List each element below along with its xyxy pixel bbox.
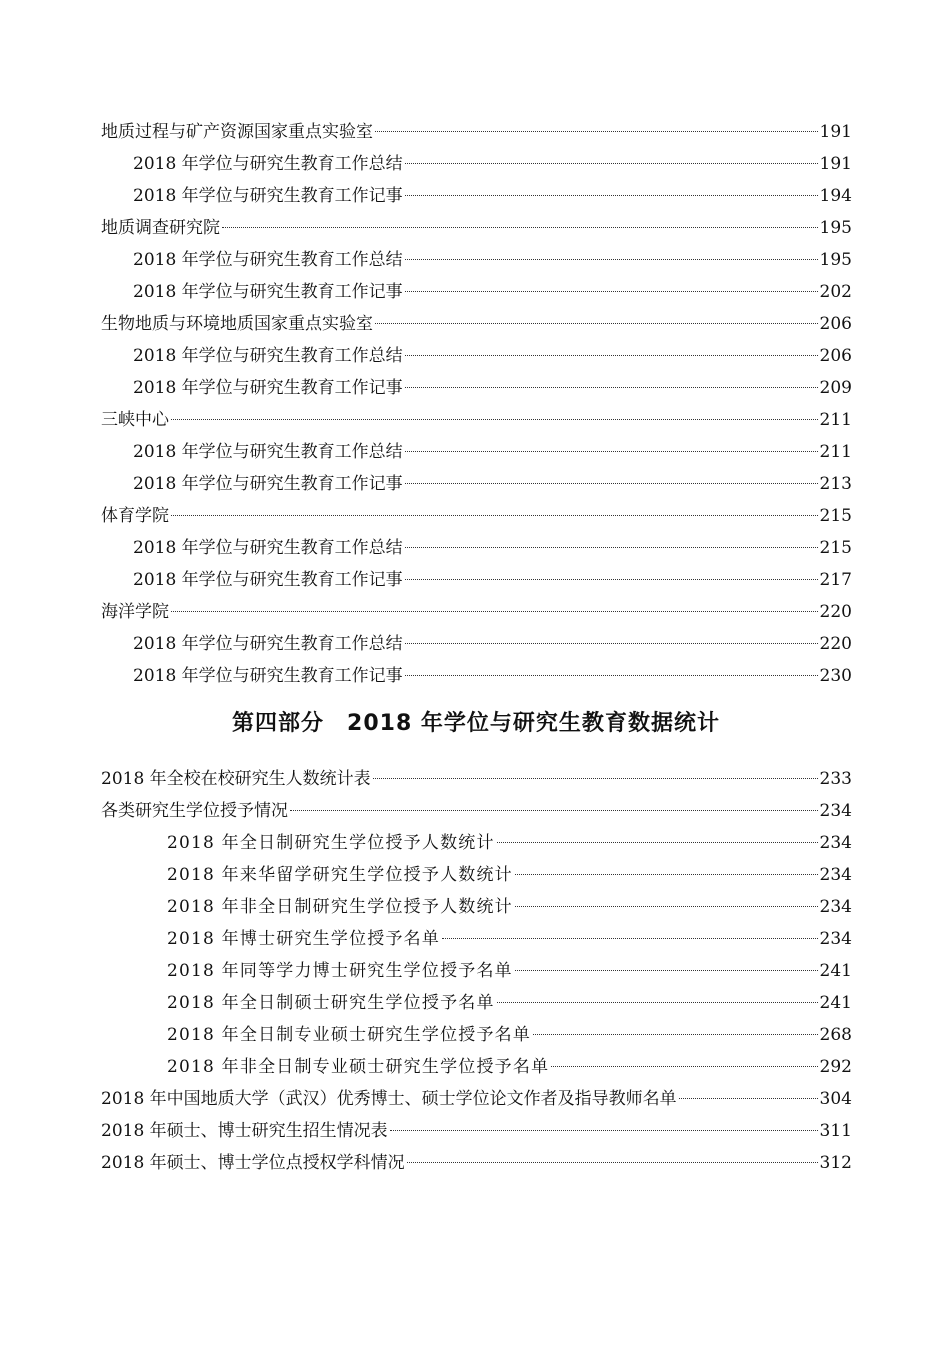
toc-entry-title: 2018 年学位与研究生教育工作记事 — [133, 186, 403, 206]
dot-leader — [375, 131, 818, 132]
toc-entry-page-number: 312 — [819, 1153, 852, 1173]
toc-entry-title: 各类研究生学位授予情况 — [101, 801, 288, 821]
toc-entry[interactable] — [101, 308, 852, 340]
toc-entry[interactable] — [101, 340, 852, 372]
toc-entry-page-number: 220 — [819, 634, 852, 654]
toc-entry-page-number: 233 — [819, 769, 852, 789]
toc-entry-page-number: 311 — [819, 1121, 852, 1141]
toc-list-part3 — [101, 116, 852, 692]
toc-entry-title: 2018 年全日制专业硕士研究生学位授予名单 — [167, 1025, 532, 1045]
toc-entry-page-number: 211 — [819, 442, 852, 462]
toc-entry-title: 2018 年学位与研究生教育工作记事 — [133, 474, 403, 494]
toc-entry-page-number: 234 — [819, 833, 852, 853]
toc-entry-page-number: 211 — [819, 410, 852, 430]
toc-entry[interactable] — [101, 1019, 852, 1051]
dot-leader — [497, 1002, 818, 1003]
toc-entry-title: 2018 年非全日制专业硕士研究生学位授予名单 — [167, 1057, 550, 1077]
toc-entry[interactable] — [101, 404, 852, 436]
toc-entry-title: 2018 年同等学力博士研究生学位授予名单 — [167, 961, 513, 981]
toc-list-part4 — [101, 763, 852, 1179]
toc-entry[interactable] — [101, 987, 852, 1019]
toc-entry-page-number: 234 — [819, 897, 852, 917]
dot-leader — [390, 1130, 818, 1131]
toc-entry[interactable] — [101, 244, 852, 276]
toc-entry-page-number: 241 — [819, 993, 852, 1013]
toc-entry-title: 地质过程与矿产资源国家重点实验室 — [101, 122, 373, 142]
toc-entry[interactable] — [101, 763, 852, 795]
toc-entry[interactable] — [101, 827, 852, 859]
toc-entry-page-number: 241 — [819, 961, 852, 981]
dot-leader — [442, 938, 817, 939]
dot-leader — [222, 227, 818, 228]
toc-entry-title: 2018 年非全日制研究生学位授予人数统计 — [167, 897, 513, 917]
dot-leader — [405, 579, 818, 580]
toc-entry-page-number: 206 — [819, 346, 852, 366]
toc-entry-title: 三峡中心 — [101, 410, 169, 430]
toc-entry-title: 2018 年全校在校研究生人数统计表 — [101, 769, 371, 789]
toc-entry[interactable] — [101, 660, 852, 692]
dot-leader — [515, 874, 818, 875]
dot-leader — [171, 419, 818, 420]
toc-entry-page-number: 292 — [819, 1057, 852, 1077]
toc-entry[interactable] — [101, 596, 852, 628]
dot-leader — [515, 970, 818, 971]
toc-entry[interactable] — [101, 859, 852, 891]
toc-entry[interactable] — [101, 795, 852, 827]
toc-entry[interactable] — [101, 500, 852, 532]
toc-entry[interactable] — [101, 436, 852, 468]
toc-entry-title: 体育学院 — [101, 506, 169, 526]
toc-entry-page-number: 304 — [819, 1089, 852, 1109]
dot-leader — [551, 1066, 817, 1067]
toc-entry-page-number: 194 — [819, 186, 852, 206]
toc-entry-page-number: 217 — [819, 570, 852, 590]
toc-entry-page-number: 230 — [819, 666, 852, 686]
toc-entry[interactable] — [101, 532, 852, 564]
dot-leader — [405, 643, 818, 644]
dot-leader — [405, 547, 818, 548]
dot-leader — [405, 259, 818, 260]
toc-entry-page-number: 268 — [819, 1025, 852, 1045]
dot-leader — [405, 291, 818, 292]
toc-entry-title: 2018 年学位与研究生教育工作总结 — [133, 538, 403, 558]
toc-entry-title: 2018 年学位与研究生教育工作记事 — [133, 378, 403, 398]
toc-entry-title: 海洋学院 — [101, 602, 169, 622]
toc-entry-page-number: 202 — [819, 282, 852, 302]
dot-leader — [407, 1162, 818, 1163]
toc-entry-page-number: 234 — [819, 865, 852, 885]
toc-entry-title: 2018 年学位与研究生教育工作总结 — [133, 346, 403, 366]
toc-entry-page-number: 195 — [819, 250, 852, 270]
toc-entry-title: 2018 年学位与研究生教育工作总结 — [133, 154, 403, 174]
toc-entry-title: 2018 年学位与研究生教育工作记事 — [133, 570, 403, 590]
toc-entry[interactable] — [101, 1147, 852, 1179]
dot-leader — [405, 451, 818, 452]
toc-entry[interactable] — [101, 891, 852, 923]
toc-entry-title: 2018 年全日制研究生学位授予人数统计 — [167, 833, 495, 853]
toc-entry-page-number: 215 — [819, 538, 852, 558]
toc-entry[interactable] — [101, 628, 852, 660]
toc-entry-title: 2018 年博士研究生学位授予名单 — [167, 929, 441, 949]
dot-leader — [171, 611, 818, 612]
toc-entry-page-number: 191 — [819, 122, 852, 142]
toc-entry-page-number: 220 — [819, 602, 852, 622]
toc-entry-page-number: 209 — [819, 378, 852, 398]
toc-entry[interactable] — [101, 564, 852, 596]
toc-entry-title: 生物地质与环境地质国家重点实验室 — [101, 314, 373, 334]
dot-leader — [515, 906, 818, 907]
dot-leader — [373, 778, 818, 779]
toc-entry-page-number: 195 — [819, 218, 852, 238]
dot-leader — [405, 483, 818, 484]
toc-entry[interactable] — [101, 1051, 852, 1083]
toc-entry[interactable] — [101, 372, 852, 404]
dot-leader — [533, 1034, 817, 1035]
toc-entry[interactable] — [101, 923, 852, 955]
toc-entry-title: 2018 年学位与研究生教育工作记事 — [133, 666, 403, 686]
toc-entry[interactable] — [101, 955, 852, 987]
toc-entry-page-number: 234 — [819, 929, 852, 949]
toc-entry[interactable] — [101, 276, 852, 308]
toc-entry-title: 2018 年学位与研究生教育工作总结 — [133, 634, 403, 654]
toc-entry-page-number: 213 — [819, 474, 852, 494]
toc-entry-page-number: 234 — [819, 801, 852, 821]
dot-leader — [405, 163, 818, 164]
dot-leader — [405, 195, 818, 196]
dot-leader — [497, 842, 818, 843]
section-heading: 第四部分 2018 年学位与研究生教育数据统计 — [232, 711, 720, 736]
toc-entry-title: 2018 年全日制硕士研究生学位授予名单 — [167, 993, 495, 1013]
toc-entry-page-number: 191 — [819, 154, 852, 174]
toc-entry[interactable] — [101, 212, 852, 244]
toc-entry-title: 2018 年学位与研究生教育工作总结 — [133, 442, 403, 462]
dot-leader — [405, 675, 818, 676]
dot-leader — [405, 355, 818, 356]
toc-entry-title: 2018 年硕士、博士学位点授权学科情况 — [101, 1153, 405, 1173]
toc-entry-title: 2018 年来华留学研究生学位授予人数统计 — [167, 865, 513, 885]
dot-leader — [171, 515, 818, 516]
dot-leader — [375, 323, 818, 324]
toc-entry[interactable] — [101, 1115, 852, 1147]
toc-entry-title: 2018 年学位与研究生教育工作总结 — [133, 250, 403, 270]
dot-leader — [290, 810, 818, 811]
toc-entry[interactable] — [101, 116, 852, 148]
toc-entry-title: 地质调查研究院 — [101, 218, 220, 238]
toc-entry[interactable] — [101, 180, 852, 212]
toc-entry-page-number: 215 — [819, 506, 852, 526]
toc-entry[interactable] — [101, 468, 852, 500]
toc-entry-title: 2018 年中国地质大学（武汉）优秀博士、硕士学位论文作者及指导教师名单 — [101, 1089, 677, 1109]
toc-entry[interactable] — [101, 148, 852, 180]
dot-leader — [679, 1098, 818, 1099]
toc-entry[interactable] — [101, 1083, 852, 1115]
toc-entry-title: 2018 年学位与研究生教育工作记事 — [133, 282, 403, 302]
toc-entry-title: 2018 年硕士、博士研究生招生情况表 — [101, 1121, 388, 1141]
toc-entry-page-number: 206 — [819, 314, 852, 334]
dot-leader — [405, 387, 818, 388]
